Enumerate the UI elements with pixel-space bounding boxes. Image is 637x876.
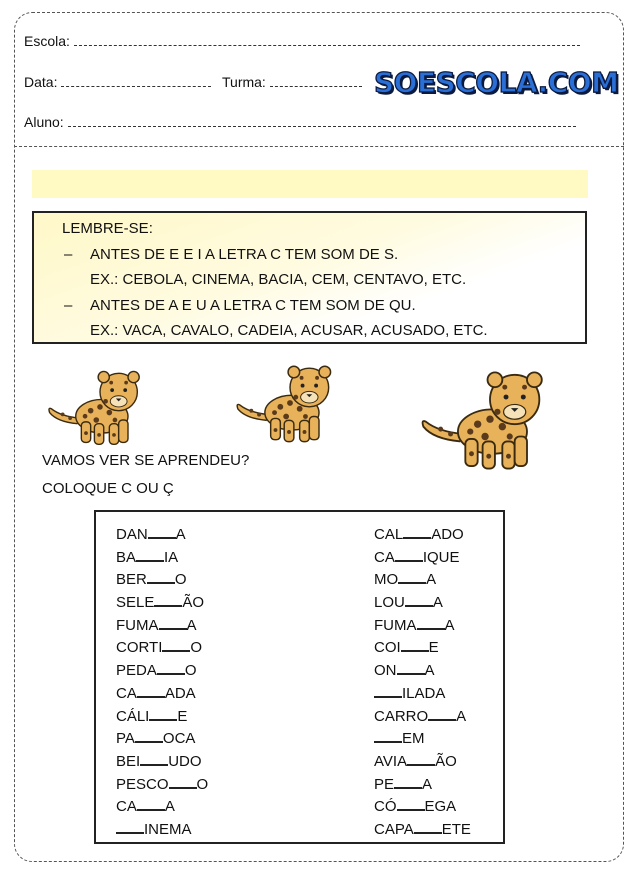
student-line[interactable] — [68, 126, 576, 127]
word-end: ILADA — [402, 684, 446, 702]
exercise-word — [116, 547, 208, 570]
word-end: O — [190, 639, 203, 657]
word-end: EGA — [424, 798, 457, 816]
exercise-word — [374, 751, 471, 774]
word-start: FUMA — [116, 616, 159, 634]
answer-blank[interactable] — [398, 570, 426, 584]
word-end: A — [444, 616, 455, 634]
word-start: CA — [116, 684, 137, 702]
exercise-word — [116, 819, 208, 842]
rule-dash: – — [64, 296, 73, 314]
word-end: A — [422, 775, 433, 793]
answer-blank[interactable] — [162, 638, 190, 652]
rule-example: EX.: CEBOLA, CINEMA, BACIA, CEM, CENTAVO, ETC. — [90, 271, 467, 288]
word-end: O — [196, 775, 209, 793]
word-start: SELE — [116, 594, 155, 612]
answer-blank[interactable] — [394, 775, 422, 789]
exercise-word — [374, 660, 471, 683]
exercise-word — [116, 706, 208, 729]
class-field[interactable] — [222, 74, 362, 90]
word-start: PEDA — [116, 662, 157, 680]
exercise-word — [116, 751, 208, 774]
answer-blank[interactable] — [157, 661, 185, 675]
word-end: ETE — [441, 820, 471, 838]
answer-blank[interactable] — [407, 752, 435, 766]
answer-blank[interactable] — [414, 820, 442, 834]
student-field[interactable] — [24, 114, 576, 130]
rule-example: EX.: VACA, CAVALO, CADEIA, ACUSAR, ACUSADO, ETC. — [90, 322, 488, 339]
word-end: ÃO — [182, 594, 205, 612]
word-end: O — [184, 662, 197, 680]
rule-content — [34, 213, 585, 342]
word-end: A — [456, 707, 467, 725]
student-label: Aluno: — [24, 114, 64, 130]
word-start: PE — [374, 775, 395, 793]
date-label: Data: — [24, 74, 58, 90]
word-end: A — [186, 616, 197, 634]
rule-text: ANTES DE E E I A LETRA C TEM SOM DE S. — [90, 245, 399, 263]
word-end: A — [424, 662, 435, 680]
answer-blank[interactable] — [137, 797, 165, 811]
title-band — [32, 170, 588, 198]
exercise-word — [116, 524, 208, 547]
class-label: Turma: — [222, 74, 266, 90]
word-start: AVIA — [374, 752, 408, 770]
word-start: FUMA — [374, 616, 417, 634]
word-end: E — [428, 639, 439, 657]
exercise-column-right — [374, 524, 471, 842]
exercise-box — [94, 510, 505, 844]
exercise-word — [116, 569, 208, 592]
word-start: BEI — [116, 752, 141, 770]
intro-question: VAMOS VER SE APRENDEU? — [42, 452, 250, 469]
leopard-icon — [416, 358, 564, 478]
word-end: ÃO — [435, 752, 457, 770]
word-start: DAN — [116, 526, 148, 543]
word-start: PA — [116, 730, 135, 748]
exercise-word — [374, 637, 471, 660]
exercise-word — [116, 774, 208, 797]
answer-blank[interactable] — [417, 616, 445, 630]
exercise-word — [374, 592, 471, 615]
word-end: E — [177, 707, 188, 725]
answer-blank[interactable] — [137, 684, 165, 698]
rule-text: ANTES DE A E U A LETRA C TEM SOM DE QU. — [90, 296, 416, 314]
answer-blank[interactable] — [374, 684, 402, 698]
word-end: O — [174, 571, 187, 589]
word-end: A — [175, 526, 186, 543]
word-start: COI — [374, 639, 401, 657]
exercise-word — [116, 660, 208, 683]
answer-blank[interactable] — [148, 525, 176, 539]
leopard-icon — [44, 364, 156, 448]
word-end: ADO — [431, 526, 464, 543]
word-end: A — [432, 594, 443, 612]
answer-blank[interactable] — [395, 548, 423, 562]
exercise-word — [116, 592, 208, 615]
word-start: CA — [116, 798, 137, 816]
answer-blank[interactable] — [397, 661, 425, 675]
word-end: EM — [402, 730, 425, 748]
rule-dash: – — [64, 245, 73, 263]
exercise-column-left — [116, 524, 208, 842]
answer-blank[interactable] — [397, 797, 425, 811]
exercise-word — [374, 569, 471, 592]
word-start: CORTI — [116, 639, 163, 657]
answer-blank[interactable] — [147, 570, 175, 584]
word-end: INEMA — [144, 820, 192, 838]
school-label: Escola: — [24, 33, 70, 49]
word-start: CÓ — [374, 798, 397, 816]
word-end: ADA — [164, 684, 196, 702]
word-start: CAPA — [374, 820, 414, 838]
answer-blank[interactable] — [405, 593, 433, 607]
word-start: CARRO — [374, 707, 429, 725]
word-start: ON — [374, 662, 397, 680]
word-start: PESCO — [116, 775, 169, 793]
exercise-word — [374, 774, 471, 797]
word-start: BA — [116, 548, 137, 566]
word-start: LOU — [374, 594, 405, 612]
class-line[interactable] — [270, 86, 362, 87]
answer-blank[interactable] — [159, 616, 187, 630]
word-end: IA — [164, 548, 179, 566]
word-start: MO — [374, 571, 399, 589]
exercise-word — [116, 637, 208, 660]
rule-title: LEMBRE-SE: — [62, 220, 153, 237]
exercise-word — [116, 796, 208, 819]
school-line[interactable] — [74, 45, 580, 46]
exercise-word — [374, 524, 471, 547]
rule-box — [32, 211, 587, 344]
word-end: UDO — [168, 752, 202, 770]
exercise-word — [374, 547, 471, 570]
word-start: CÁLI — [116, 707, 150, 725]
exercise-word — [374, 728, 471, 751]
answer-blank[interactable] — [374, 729, 402, 743]
answer-blank[interactable] — [149, 707, 177, 721]
leopard-icon — [232, 356, 348, 448]
date-line[interactable] — [61, 86, 211, 87]
answer-blank[interactable] — [428, 707, 456, 721]
word-start: CA — [374, 548, 395, 566]
exercise-word — [374, 615, 471, 638]
site-logo: SOESCOLA.COM — [374, 66, 619, 99]
exercise-word — [116, 683, 208, 706]
school-field[interactable] — [24, 33, 580, 49]
answer-blank[interactable] — [135, 729, 163, 743]
exercise-word — [374, 796, 471, 819]
word-end: A — [164, 798, 175, 816]
answer-blank[interactable] — [116, 820, 144, 834]
word-end: A — [426, 571, 437, 589]
answer-blank[interactable] — [140, 752, 168, 766]
answer-blank[interactable] — [136, 548, 164, 562]
exercise-word — [374, 683, 471, 706]
answer-blank[interactable] — [154, 593, 182, 607]
answer-blank[interactable] — [403, 525, 431, 539]
word-start: CAL — [374, 526, 404, 543]
word-end: OCA — [162, 730, 196, 748]
exercise-word — [374, 819, 471, 842]
date-field[interactable] — [24, 74, 211, 90]
word-end: IQUE — [422, 548, 460, 566]
exercise-word — [374, 706, 471, 729]
rule-item — [34, 242, 585, 268]
header-divider — [14, 146, 624, 147]
exercise-word — [116, 615, 208, 638]
answer-blank[interactable] — [169, 775, 197, 789]
word-start: BER — [116, 571, 147, 589]
answer-blank[interactable] — [401, 638, 429, 652]
rule-item — [34, 293, 585, 319]
intro-instruction: COLOQUE C OU Ç — [42, 480, 174, 497]
exercise-word — [116, 728, 208, 751]
